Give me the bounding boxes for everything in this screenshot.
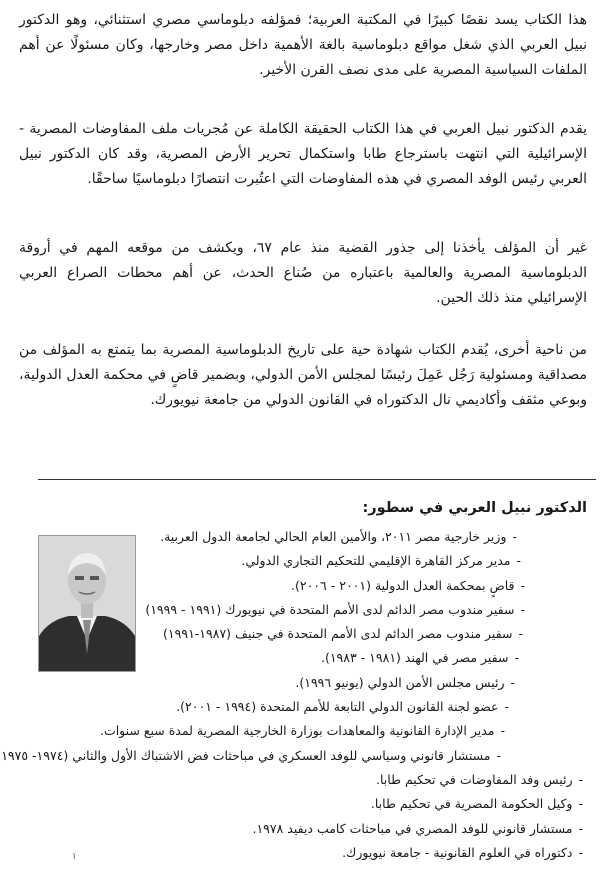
intro-paragraph-4: من ناحية أخرى، يُقدم الكتاب شهادة حية على تاريخ الدبلوماسية المصرية بما يتمتع به المؤلف من مصداقية ومسئولية رَجُل عَمِلَ رئيسًا لمجلس الأمن الدولي، وبضمير قاضٍ في محكمة العدل الدولية، وبوعي مثقف وأكاديمي نال الدكتوراه في القانون الدولي من جامعة نيويورك. <box>19 342 587 408</box>
bio-item: - سفير مندوب مصر الدائم لدى الأمم المتحدة في نيويورك (١٩٩١ - ١٩٩٩) <box>2 598 587 622</box>
bio-item: - مستشار قانوني للوفد المصري في مباحثات كامب ديفيد ١٩٧٨. <box>2 817 587 841</box>
intro-paragraph-1: هذا الكتاب يسد نقصًا كبيرًا في المكتبة العربية؛ فمؤلفه دبلوماسي مصري استثنائي، وهو الدكتور نبيل العربي الذي شغل مواقع دبلوماسية بالغة الأهمية داخل مصر وخارجها، وكان مسئولًا عن أهم الملفات السياسية المصرية على مدى نصف القرن الأخير. <box>19 12 587 78</box>
bio-item: - مدير الإدارة القانونية والمعاهدات بوزارة الخارجية المصرية لمدة سبع سنوات. <box>2 719 587 743</box>
bio-item: - مستشار قانوني وسياسي للوفد العسكري في مباحثات فض الاشتباك الأول والثاني (١٩٧٤- ١٩٧٥ <box>2 744 587 768</box>
bio-item: - سفير مندوب مصر الدائم لدى الأمم المتحدة في جنيف (١٩٨٧-١٩٩١) <box>2 622 587 646</box>
bio-heading: الدكتور نبيل العربي في سطور: <box>362 500 587 516</box>
bio-item: - وزير خارجية مصر ٢٠١١، والأمين العام الحالي لجامعة الدول العربية. <box>2 525 587 549</box>
intro-paragraph-3: غير أن المؤلف يأخذنا إلى جذور القضية منذ عام ٦٧، ويكشف من موقعه المهم في أروقة الدبلوماسية المصرية والعالمية باعتباره من صُناع الحدث، عن أهم محطات الصراع العربي الإسرائيلي منذ ذلك الحين. <box>19 240 587 306</box>
bio-item: - دكتوراه في العلوم القانونية - جامعة نيويورك. <box>2 841 587 865</box>
author-portrait-image <box>39 536 135 671</box>
bio-item: - عضو لجنة القانون الدولي التابعة للأمم المتحدة (١٩٩٤ - ٢٠٠١). <box>2 695 587 719</box>
bio-item: - قاضٍ بمحكمة العدل الدولية (٢٠٠١ - ٢٠٠٦). <box>2 574 587 598</box>
author-portrait <box>38 535 136 672</box>
bio-item: - سفير مصر في الهند (١٩٨١ - ١٩٨٣). <box>2 646 587 670</box>
bio-item: - رئيس وفد المفاوضات في تحكيم طابا. <box>2 768 587 792</box>
page-number: ١ <box>72 852 77 862</box>
section-divider <box>38 479 596 480</box>
bio-item: - رئيس مجلس الأمن الدولي (يونيو ١٩٩٦). <box>2 671 587 695</box>
bio-item: - وكيل الحكومة المصرية في تحكيم طابا. <box>2 792 587 816</box>
intro-paragraph-2: يقدم الدكتور نبيل العربي في هذا الكتاب الحقيقة الكاملة عن مُجريات ملف المفاوضات المصرية - الإسرائيلية التي انتهت باسترجاع طابا واستكمال تحرير الأرض المصرية، وقد كان الدكتور نبيل العربي رئيس الوفد المصري في هذه المفاوضات التي اعتُبرت انتصارًا دبلوماسيًا ساحقًا. <box>19 121 587 187</box>
bio-item: - مدير مركز القاهرة الإقليمي للتحكيم التجاري الدولي. <box>2 549 587 573</box>
